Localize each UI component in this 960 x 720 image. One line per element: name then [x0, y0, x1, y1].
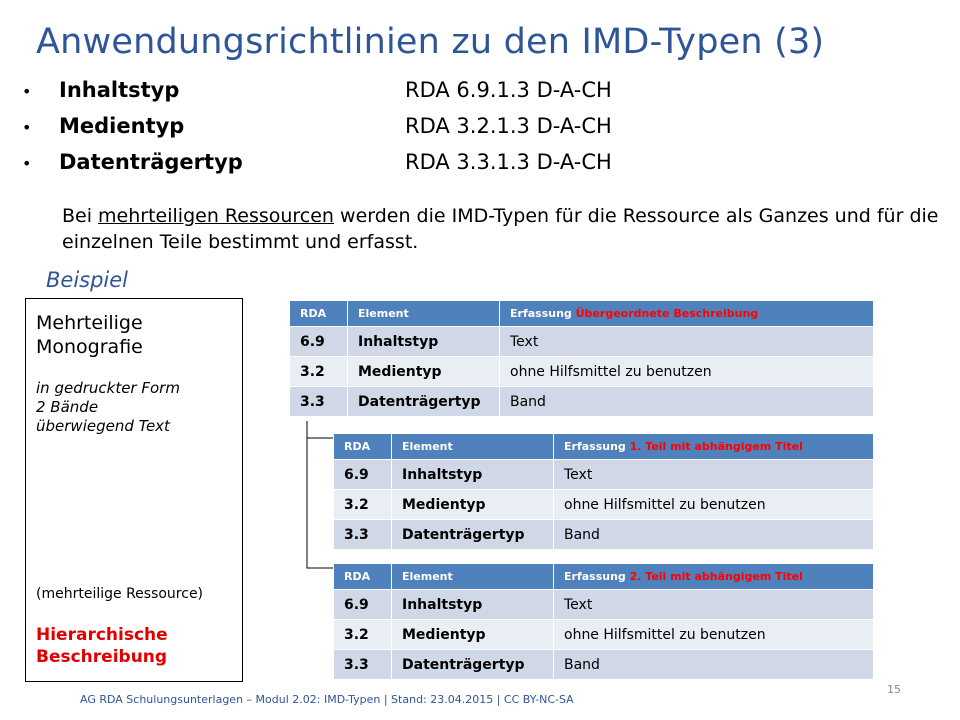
- table-row: [290, 357, 874, 387]
- bullet-term: Inhaltstyp: [59, 78, 180, 102]
- header-rda: RDA: [334, 434, 392, 460]
- slide-title: Anwendungsrichtlinien zu den IMD-Typen (3): [36, 22, 825, 62]
- page-number: 15: [887, 683, 901, 696]
- header-erfassung-highlight: 2. Teil mit abhängigem Titel: [629, 570, 803, 583]
- header-erfassung: [500, 301, 874, 327]
- hierarchical-label: [36, 624, 168, 668]
- bullet-reference: RDA 3.2.1.3 D-A-CH: [405, 114, 612, 138]
- example-title-line: Monografie: [36, 336, 143, 358]
- cell-element: Inhaltstyp: [392, 460, 554, 490]
- cell-rda: 3.3: [290, 387, 348, 417]
- table-part-1: [333, 433, 874, 550]
- bullet-icon: •: [22, 154, 32, 173]
- bullet-term: Datenträgertyp: [59, 150, 243, 174]
- cell-rda: 3.3: [334, 520, 392, 550]
- bullet-reference: RDA 3.3.1.3 D-A-CH: [405, 150, 612, 174]
- cell-value: Text: [500, 327, 874, 357]
- cell-element: Medientyp: [392, 490, 554, 520]
- underlined-term: mehrteiligen Ressourcen: [98, 205, 334, 227]
- bullet-term: Medientyp: [59, 114, 185, 138]
- paragraph-text: Bei: [62, 205, 99, 227]
- cell-element: Datenträgertyp: [392, 650, 554, 680]
- cell-element: Medientyp: [392, 620, 554, 650]
- cell-value: Text: [554, 590, 874, 620]
- cell-rda: 3.3: [334, 650, 392, 680]
- cell-rda: 6.9: [290, 327, 348, 357]
- cell-element: Inhaltstyp: [392, 590, 554, 620]
- header-erfassung: [554, 434, 874, 460]
- table-header-row: [290, 301, 874, 327]
- cell-value: Text: [554, 460, 874, 490]
- cell-value: Band: [500, 387, 874, 417]
- header-element: Element: [392, 434, 554, 460]
- example-title-line: Mehrteilige: [36, 312, 143, 334]
- cell-element: Inhaltstyp: [348, 327, 500, 357]
- table-row: [290, 327, 874, 357]
- table-header-row: [334, 434, 874, 460]
- cell-value: ohne Hilfsmittel zu benutzen: [554, 490, 874, 520]
- example-detail-line: überwiegend Text: [36, 417, 170, 435]
- example-box-details: [36, 379, 232, 436]
- cell-element: Medientyp: [348, 357, 500, 387]
- example-label: Beispiel: [46, 268, 129, 292]
- bullet-icon: •: [22, 118, 32, 137]
- cell-rda: 3.2: [334, 620, 392, 650]
- explanation-paragraph: [62, 203, 952, 255]
- cell-rda: 6.9: [334, 590, 392, 620]
- example-box-note: (mehrteilige Ressource): [36, 586, 204, 602]
- table-header-row: [334, 564, 874, 590]
- header-erfassung-label: Erfassung: [564, 440, 626, 453]
- table-row: [334, 460, 874, 490]
- header-element: Element: [392, 564, 554, 590]
- cell-value: Band: [554, 520, 874, 550]
- header-rda: RDA: [290, 301, 348, 327]
- cell-rda: 3.2: [290, 357, 348, 387]
- header-erfassung-highlight: Übergeordnete Beschreibung: [575, 307, 759, 320]
- cell-value: ohne Hilfsmittel zu benutzen: [554, 620, 874, 650]
- table-row: [334, 650, 874, 680]
- cell-element: Datenträgertyp: [392, 520, 554, 550]
- table-row: [334, 490, 874, 520]
- header-element: Element: [348, 301, 500, 327]
- example-detail-line: in gedruckter Form: [36, 379, 180, 397]
- header-erfassung-label: Erfassung: [564, 570, 626, 583]
- cell-rda: 6.9: [334, 460, 392, 490]
- bullet-reference: RDA 6.9.1.3 D-A-CH: [405, 78, 612, 102]
- header-erfassung-label: Erfassung: [510, 307, 572, 320]
- bullet-icon: •: [22, 82, 32, 101]
- header-erfassung-highlight: 1. Teil mit abhängigem Titel: [629, 440, 803, 453]
- example-detail-line: 2 Bände: [36, 398, 99, 416]
- table-row: [334, 590, 874, 620]
- example-box-title: [36, 311, 232, 359]
- cell-value: ohne Hilfsmittel zu benutzen: [500, 357, 874, 387]
- cell-rda: 3.2: [334, 490, 392, 520]
- cell-element: Datenträgertyp: [348, 387, 500, 417]
- table-row: [334, 620, 874, 650]
- table-part-2: [333, 563, 874, 680]
- example-box: [25, 298, 243, 682]
- cell-value: Band: [554, 650, 874, 680]
- table-parent-description: [289, 300, 874, 417]
- hierarchical-line: Hierarchische: [36, 625, 168, 645]
- hierarchical-line: Beschreibung: [36, 647, 168, 667]
- table-row: [290, 387, 874, 417]
- paragraph-text: werden die IMD-Typen für die Ressource als Ganzes und für die einzelnen Teile bestimmt und erfasst.: [62, 205, 939, 253]
- header-rda: RDA: [334, 564, 392, 590]
- footer-text: AG RDA Schulungsunterlagen – Modul 2.02: IMD-Typen | Stand: 23.04.2015 | CC BY-NC-SA: [80, 693, 574, 706]
- header-erfassung: [554, 564, 874, 590]
- table-row: [334, 520, 874, 550]
